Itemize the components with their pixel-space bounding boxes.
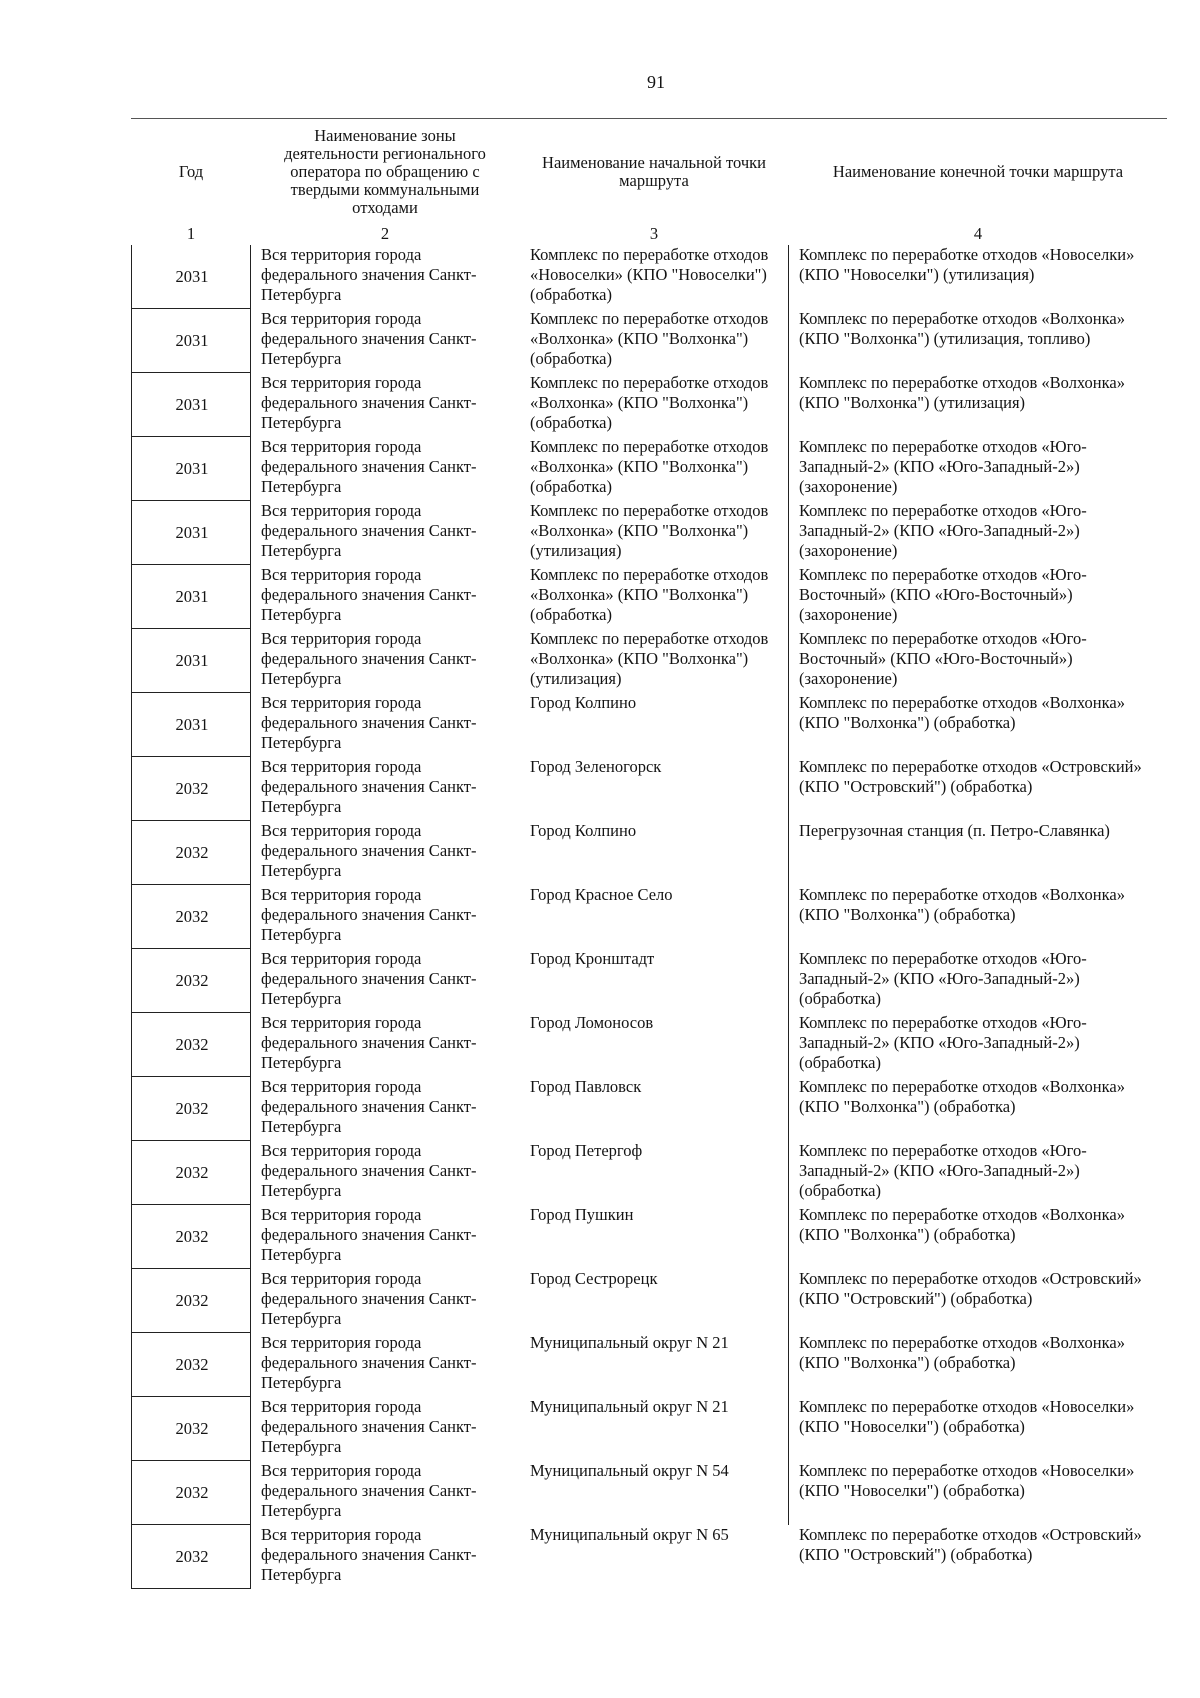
end-point-cell: Комплекс по переработке отходов «Новоселки» (КПО "Новоселки") (обработка) [799, 1461, 1135, 1500]
zone-cell: Вся территория города федерального значения Санкт-Петербурга [261, 885, 477, 944]
start-point-cell: Город Сестрорецк [520, 1269, 789, 1333]
end-point-cell: Комплекс по переработке отходов «Юго-Западный-2» (КПО «Юго-Западный-2») (обработка) [799, 1013, 1087, 1072]
start-point-cell: Муниципальный округ N 21 [520, 1333, 789, 1397]
year-cell: 2031 [132, 245, 251, 309]
year-cell: 2031 [132, 693, 251, 757]
table-row [132, 565, 1168, 629]
zone-cell: Вся территория города федерального значения Санкт-Петербурга [261, 1205, 477, 1264]
zone-cell: Вся территория города федерального значения Санкт-Петербурга [261, 309, 477, 368]
column-number-row [132, 223, 1168, 245]
table-row [132, 437, 1168, 501]
page-number: 91 [647, 72, 665, 92]
table-row [132, 757, 1168, 821]
year-cell: 2032 [132, 757, 251, 821]
start-point-cell: Город Пушкин [520, 1205, 789, 1269]
start-point-cell: Город Павловск [520, 1077, 789, 1141]
year-cell: 2032 [132, 1333, 251, 1397]
end-point-cell: Комплекс по переработке отходов «Юго-Западный-2» (КПО «Юго-Западный-2») (захоронение) [799, 437, 1087, 496]
table-header [132, 121, 1168, 245]
start-point-cell: Комплекс по переработке отходов «Волхонка» (КПО "Волхонка") (обработка) [520, 565, 789, 629]
table-row [132, 629, 1168, 693]
year-cell: 2031 [132, 309, 251, 373]
year-cell: 2032 [132, 1013, 251, 1077]
zone-cell: Вся территория города федерального значения Санкт-Петербурга [261, 1141, 477, 1200]
table-row [132, 821, 1168, 885]
zone-cell: Вся территория города федерального значения Санкт-Петербурга [261, 1525, 477, 1584]
end-point-cell: Комплекс по переработке отходов «Волхонка» (КПО "Волхонка") (обработка) [799, 693, 1125, 732]
zone-cell: Вся территория города федерального значения Санкт-Петербурга [261, 1333, 477, 1392]
start-point-cell: Город Красное Село [520, 885, 789, 949]
end-point-cell: Комплекс по переработке отходов «Островский» (КПО "Островский") (обработка) [799, 1525, 1142, 1564]
year-cell: 2031 [132, 437, 251, 501]
end-point-cell: Комплекс по переработке отходов «Волхонка» (КПО "Волхонка") (утилизация) [799, 373, 1125, 412]
year-cell: 2032 [132, 1525, 251, 1589]
zone-cell: Вся территория города федерального значения Санкт-Петербурга [261, 629, 477, 688]
year-cell: 2031 [132, 565, 251, 629]
end-point-cell: Комплекс по переработке отходов «Юго-Западный-2» (КПО «Юго-Западный-2») (обработка) [799, 1141, 1087, 1200]
start-point-cell: Город Петергоф [520, 1141, 789, 1205]
zone-cell: Вся территория города федерального значения Санкт-Петербурга [261, 373, 477, 432]
end-point-cell: Комплекс по переработке отходов «Новоселки» (КПО "Новоселки") (обработка) [799, 1397, 1135, 1436]
start-point-cell: Комплекс по переработке отходов «Новоселки» (КПО "Новоселки") (обработка) [520, 245, 789, 309]
zone-cell: Вся территория города федерального значения Санкт-Петербурга [261, 821, 477, 880]
zone-cell: Вся территория города федерального значения Санкт-Петербурга [261, 757, 477, 816]
end-point-cell: Комплекс по переработке отходов «Волхонка» (КПО "Волхонка") (обработка) [799, 1077, 1125, 1116]
table-top-rule [131, 118, 1167, 119]
start-point-cell: Комплекс по переработке отходов «Волхонка» (КПО "Волхонка") (утилизация) [520, 629, 789, 693]
table-row [132, 373, 1168, 437]
end-point-cell: Комплекс по переработке отходов «Островский» (КПО "Островский") (обработка) [799, 757, 1142, 796]
zone-cell: Вся территория города федерального значения Санкт-Петербурга [261, 1013, 477, 1072]
start-point-cell: Муниципальный округ N 21 [520, 1397, 789, 1461]
year-cell: 2032 [132, 1397, 251, 1461]
header-start-point: Наименование начальной точки маршрута [542, 152, 766, 190]
column-number: 2 [380, 224, 390, 243]
table-row [132, 885, 1168, 949]
start-point-cell: Город Колпино [520, 821, 789, 885]
start-point-cell: Город Ломоносов [520, 1013, 789, 1077]
zone-cell: Вся территория города федерального значения Санкт-Петербурга [261, 1397, 477, 1456]
year-cell: 2031 [132, 501, 251, 565]
header-zone: Наименование зоны деятельности регионального оператора по обращению с твердыми коммунальными отходами [284, 125, 486, 217]
zone-cell: Вся территория города федерального значения Санкт-Петербурга [261, 949, 477, 1008]
start-point-cell: Комплекс по переработке отходов «Волхонка» (КПО "Волхонка") (обработка) [520, 437, 789, 501]
zone-cell: Вся территория города федерального значения Санкт-Петербурга [261, 1269, 477, 1328]
table-row [132, 1141, 1168, 1205]
table-row [132, 1013, 1168, 1077]
zone-cell: Вся территория города федерального значения Санкт-Петербурга [261, 693, 477, 752]
year-cell: 2032 [132, 1205, 251, 1269]
table-row [132, 1077, 1168, 1141]
header-row [132, 121, 1168, 223]
end-point-cell: Комплекс по переработке отходов «Волхонка» (КПО "Волхонка") (обработка) [799, 1333, 1125, 1372]
table-row [132, 949, 1168, 1013]
start-point-cell: Комплекс по переработке отходов «Волхонка» (КПО "Волхонка") (утилизация) [520, 501, 789, 565]
end-point-cell: Комплекс по переработке отходов «Островский» (КПО "Островский") (обработка) [799, 1269, 1142, 1308]
column-number: 4 [973, 224, 983, 243]
table-row [132, 1269, 1168, 1333]
column-number: 1 [186, 224, 196, 243]
header-year: Год [178, 161, 204, 181]
start-point-cell: Город Колпино [520, 693, 789, 757]
year-cell: 2031 [132, 629, 251, 693]
year-cell: 2031 [132, 373, 251, 437]
start-point-cell: Город Зеленогорск [520, 757, 789, 821]
route-table [131, 120, 1168, 1589]
zone-cell: Вся территория города федерального значения Санкт-Петербурга [261, 245, 477, 304]
end-point-cell: Комплекс по переработке отходов «Новоселки» (КПО "Новоселки") (утилизация) [799, 245, 1135, 284]
end-point-cell: Комплекс по переработке отходов «Волхонка» (КПО "Волхонка") (обработка) [799, 1205, 1125, 1244]
zone-cell: Вся территория города федерального значения Санкт-Петербурга [261, 1461, 477, 1520]
header-end-point: Наименование конечной точки маршрута [832, 161, 1124, 181]
start-point-cell: Город Кронштадт [520, 949, 789, 1013]
start-point-cell: Муниципальный округ N 65 [530, 1525, 729, 1544]
end-point-cell: Комплекс по переработке отходов «Юго-Восточный» (КПО «Юго-Восточный») (захоронение) [799, 565, 1087, 624]
zone-cell: Вся территория города федерального значения Санкт-Петербурга [261, 565, 477, 624]
end-point-cell: Комплекс по переработке отходов «Юго-Западный-2» (КПО «Юго-Западный-2») (захоронение) [799, 501, 1087, 560]
zone-cell: Вся территория города федерального значения Санкт-Петербурга [261, 501, 477, 560]
zone-cell: Вся территория города федерального значения Санкт-Петербурга [261, 1077, 477, 1136]
year-cell: 2032 [132, 885, 251, 949]
table-row [132, 693, 1168, 757]
table-body [132, 245, 1168, 1589]
zone-cell: Вся территория города федерального значения Санкт-Петербурга [261, 437, 477, 496]
table-row [132, 245, 1168, 309]
start-point-cell: Комплекс по переработке отходов «Волхонка» (КПО "Волхонка") (обработка) [520, 309, 789, 373]
table-row [132, 1525, 1168, 1589]
year-cell: 2032 [132, 1461, 251, 1525]
start-point-cell: Муниципальный округ N 54 [520, 1461, 789, 1525]
end-point-cell: Перегрузочная станция (п. Петро-Славянка) [799, 821, 1110, 840]
table-row [132, 1205, 1168, 1269]
end-point-cell: Комплекс по переработке отходов «Юго-Восточный» (КПО «Юго-Восточный») (захоронение) [799, 629, 1087, 688]
table-row [132, 1333, 1168, 1397]
column-number: 3 [649, 224, 659, 243]
end-point-cell: Комплекс по переработке отходов «Юго-Западный-2» (КПО «Юго-Западный-2») (обработка) [799, 949, 1087, 1008]
year-cell: 2032 [132, 949, 251, 1013]
year-cell: 2032 [132, 1141, 251, 1205]
table-row [132, 501, 1168, 565]
table-row [132, 1461, 1168, 1525]
year-cell: 2032 [132, 821, 251, 885]
table-row [132, 1397, 1168, 1461]
table-row [132, 309, 1168, 373]
end-point-cell: Комплекс по переработке отходов «Волхонка» (КПО "Волхонка") (обработка) [799, 885, 1125, 924]
year-cell: 2032 [132, 1269, 251, 1333]
end-point-cell: Комплекс по переработке отходов «Волхонка» (КПО "Волхонка") (утилизация, топливо) [799, 309, 1125, 348]
start-point-cell: Комплекс по переработке отходов «Волхонка» (КПО "Волхонка") (обработка) [520, 373, 789, 437]
year-cell: 2032 [132, 1077, 251, 1141]
